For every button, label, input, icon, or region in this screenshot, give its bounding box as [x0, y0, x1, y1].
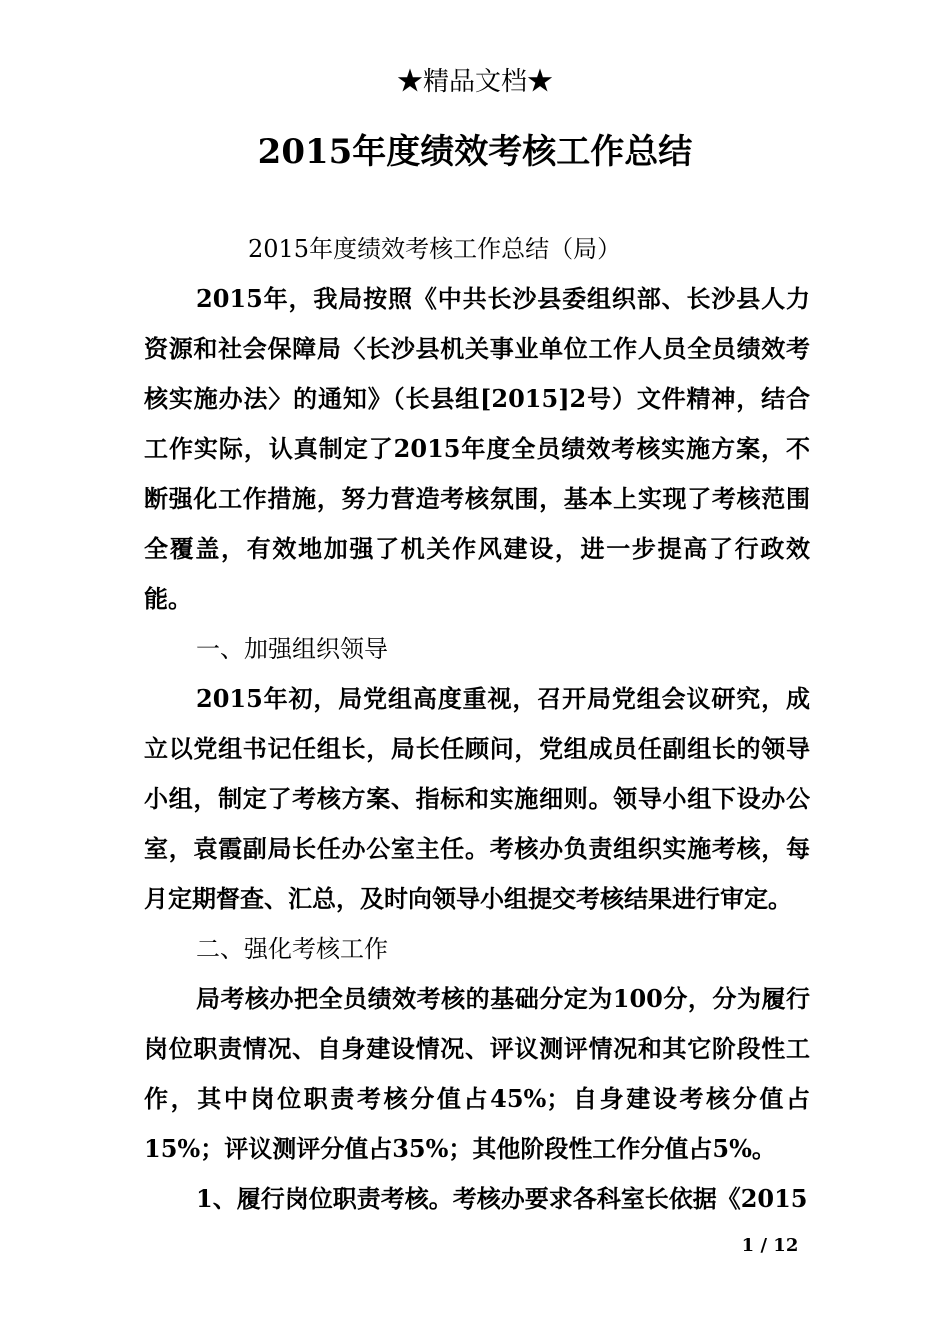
- page-number: 1 / 12: [741, 1235, 799, 1256]
- section-heading-1: 一、加强组织领导: [196, 635, 388, 663]
- document-body: [144, 224, 810, 1224]
- paragraph-intro: 2015年，我局按照《中共长沙县委组织部、长沙县人力资源和社会保障局〈长沙县机关事业单位工作人员全员绩效考核实施办法〉的通知》（长县组[2015]2号）文件精神，结合工作实际，认真制定了2015年度全员绩效考核实施方案，不断强化工作措施，努力营造考核氛围，基本上实现了考核范围全覆盖，有效地加强了机关作风建设，进一步提高了行政效能。: [144, 284, 810, 613]
- paragraph-duty-assessment: 1、履行岗位职责考核。考核办要求各科室长依据《2015: [196, 1184, 808, 1213]
- document-subtitle: 2015年度绩效考核工作总结（局）: [248, 235, 622, 263]
- paragraph-organization: 2015年初，局党组高度重视，召开局党组会议研究，成立以党组书记任组长，局长任顾问，党组成员任副组长的领导小组，制定了考核方案、指标和实施细则。领导小组下设办公室，袁霞副局长任办公室主任。考核办负责组织实施考核，每月定期督查、汇总，及时向领导小组提交考核结果进行审定。: [144, 684, 810, 913]
- paragraph-scoring: 局考核办把全员绩效考核的基础分定为100分，分为履行岗位职责情况、自身建设情况、评议测评情况和其它阶段性工作，其中岗位职责考核分值占45%；自身建设考核分值占15%；评议测评分值占35%；其他阶段性工作分值占5%。: [144, 984, 810, 1163]
- document-title: 2015年度绩效考核工作总结: [257, 132, 693, 172]
- section-heading-2: 二、强化考核工作: [196, 935, 388, 963]
- header-badge: ★精品文档★: [396, 67, 553, 97]
